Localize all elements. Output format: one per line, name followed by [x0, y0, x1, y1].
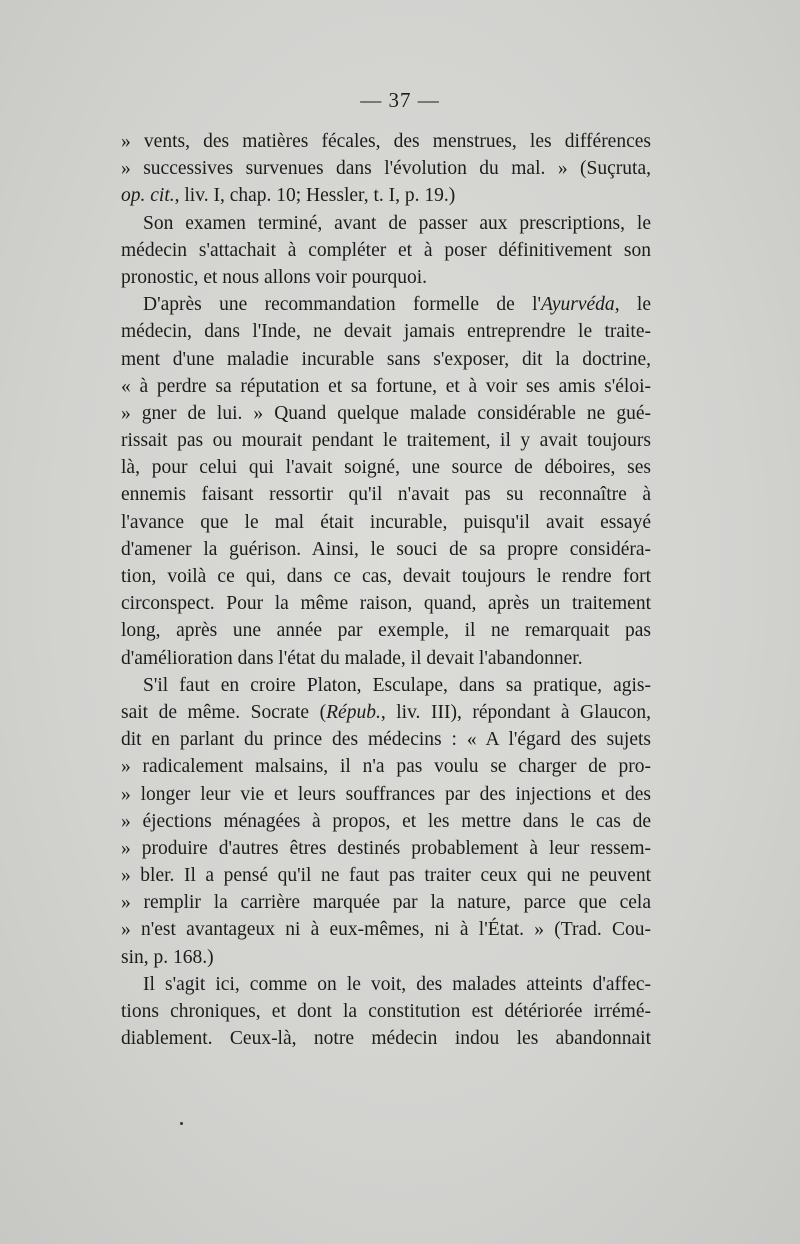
text-line: » radicalement malsains, il n'a pas voulu se charger de pro- — [121, 756, 651, 778]
text-line: » produire d'autres êtres destinés probablement à leur ressem- — [121, 837, 651, 859]
text-line: pronostic, et nous allons voir pourquoi. — [121, 266, 428, 288]
text-span: D'après une recommandation formelle de l' — [143, 294, 542, 316]
text-line: S'il faut en croire Platon, Esculape, dans sa pratique, agis- — [143, 674, 651, 696]
italic-span: Ayurvéda — [541, 294, 615, 316]
italic-span: op. cit. — [121, 185, 175, 207]
text-line: long, après une année par exemple, il ne remarquait pas — [121, 620, 651, 642]
italic-span: Répub. — [326, 701, 381, 723]
text-line: d'amélioration dans l'état du malade, il devait l'abandonner. — [121, 647, 583, 669]
text-line — [121, 699, 651, 726]
text-line: l'avance que le mal était incurable, puisqu'il avait essayé — [121, 511, 651, 533]
text-line: sin, p. 168.) — [121, 946, 214, 968]
body-text — [121, 128, 651, 1052]
text-line: circonspect. Pour la même raison, quand, après un traitement — [121, 593, 651, 615]
text-line — [121, 182, 651, 209]
text-line: « à perdre sa réputation et sa fortune, et à voir ses amis s'éloi- — [121, 375, 651, 397]
text-span: , le — [614, 294, 651, 316]
text-line — [121, 291, 651, 318]
text-line: » successives survenues dans l'évolution du mal. » (Suçruta, — [121, 158, 651, 180]
text-line: médecin, dans l'Inde, ne devait jamais entreprendre le traite- — [121, 321, 651, 343]
text-line: d'amener la guérison. Ainsi, le souci de sa propre considéra- — [121, 538, 651, 560]
text-line: » éjections ménagées à propos, et les mettre dans le cas de — [121, 810, 651, 832]
text-line: rissait pas ou mourait pendant le traitement, il y avait toujours — [121, 430, 651, 452]
text-line: tion, voilà ce qui, dans ce cas, devait toujours le rendre fort — [121, 566, 651, 587]
text-line: Il s'agit ici, comme on le voit, des malades atteints d'affec- — [143, 973, 651, 995]
text-line: là, pour celui qui l'avait soigné, une source de déboires, ses — [121, 457, 651, 479]
text-line: ennemis faisant ressortir qu'il n'avait pas su reconnaître à — [121, 484, 651, 506]
text-line: tions chroniques, et dont la constitution est détériorée irrémé- — [121, 1001, 651, 1022]
text-line: » n'est avantageux ni à eux-mêmes, ni à l'État. » (Trad. Cou- — [121, 919, 651, 941]
ink-speck — [180, 1122, 183, 1125]
text-line: » bler. Il a pensé qu'il ne faut pas traiter ceux qui ne peuvent — [121, 865, 651, 887]
text-line: » gner de lui. » Quand quelque malade considérable ne gué- — [121, 402, 651, 424]
page-number: — 37 — — [360, 88, 440, 112]
text-span: , liv. III), répondant à Glaucon, — [380, 701, 651, 723]
text-span: sait de même. Socrate ( — [121, 701, 327, 723]
text-line: Son examen terminé, avant de passer aux prescriptions, le — [143, 212, 651, 234]
text-line: » remplir la carrière marquée par la nature, parce que cela — [121, 892, 651, 914]
text-line: dit en parlant du prince des médecins : « A l'égard des sujets — [121, 729, 651, 751]
text-line: médecin s'attachait à compléter et à poser définitivement son — [121, 239, 651, 261]
text-line: » vents, des matières fécales, des menstrues, les différences — [121, 131, 651, 152]
text-line: diablement. Ceux-là, notre médecin indou les abandonnait — [121, 1028, 651, 1050]
text-line: » longer leur vie et leurs souffrances par des injections et des — [121, 783, 651, 805]
text-line: ment d'une maladie incurable sans s'exposer, dit la doctrine, — [121, 348, 651, 370]
text-span: , liv. I, chap. 10; Hessler, t. I, p. 19.) — [174, 185, 456, 207]
